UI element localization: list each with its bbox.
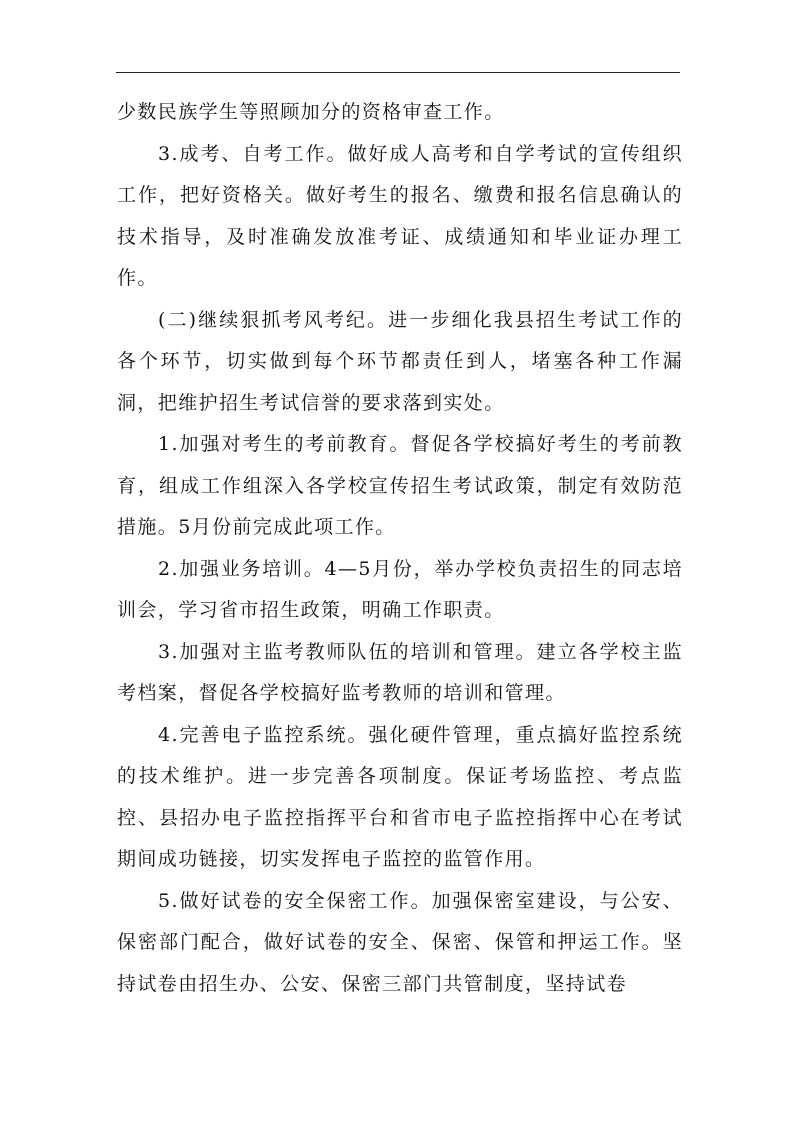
paragraph-pre-exam-education: 1.加强对考生的考前教育。督促各学校搞好考生的考前教育，组成工作组深入各学校宣传招生考试政策，制定有效防范措施。5月份前完成此项工作。	[117, 433, 683, 538]
paragraph-adult-self-exam: 3.成考、自考工作。做好成人高考和自学考试的宣传组织工作，把好资格关。做好考生的报名、缴费和报名信息确认的技术指导，及时准确发放准考证、成绩通知和毕业证办理工作。	[117, 142, 683, 289]
paragraph-exam-discipline: (二)继续狠抓考风考纪。进一步细化我县招生考试工作的各个环节，切实做到每个环节都责任到人，堵塞各种工作漏洞，把维护招生考试信誉的要求落到实处。	[117, 308, 683, 414]
header-rule	[116, 72, 680, 73]
paragraph-electronic-monitoring: 4.完善电子监控系统。强化硬件管理，重点搞好监控系统的技术维护。进一步完善各项制度。保证考场监控、考点监控、县招办电子监控指挥平台和省市电子监控指挥中心在考试期间成功链接，切实发挥电子监控的监管作用。	[117, 723, 683, 870]
paragraph-business-training: 2.加强业务培训。4—5月份，举办学校负责招生的同志培训会，学习省市招生政策，明确工作职责。	[117, 557, 683, 621]
paragraph-invigilator-training: 3.加强对主监考教师队伍的培训和管理。建立各学校主监考档案，督促各学校搞好监考教师的培训和管理。	[117, 640, 683, 704]
paragraph-continuation: 少数民族学生等照顾加分的资格审查工作。	[117, 101, 505, 123]
paragraph-paper-security: 5.做好试卷的安全保密工作。加强保密室建设，与公安、保密部门配合，做好试卷的安全、保密、保管和押运工作。坚持试卷由招生办、公安、保密三部门共管制度，坚持试卷	[117, 889, 683, 995]
document-body	[117, 92, 683, 1005]
